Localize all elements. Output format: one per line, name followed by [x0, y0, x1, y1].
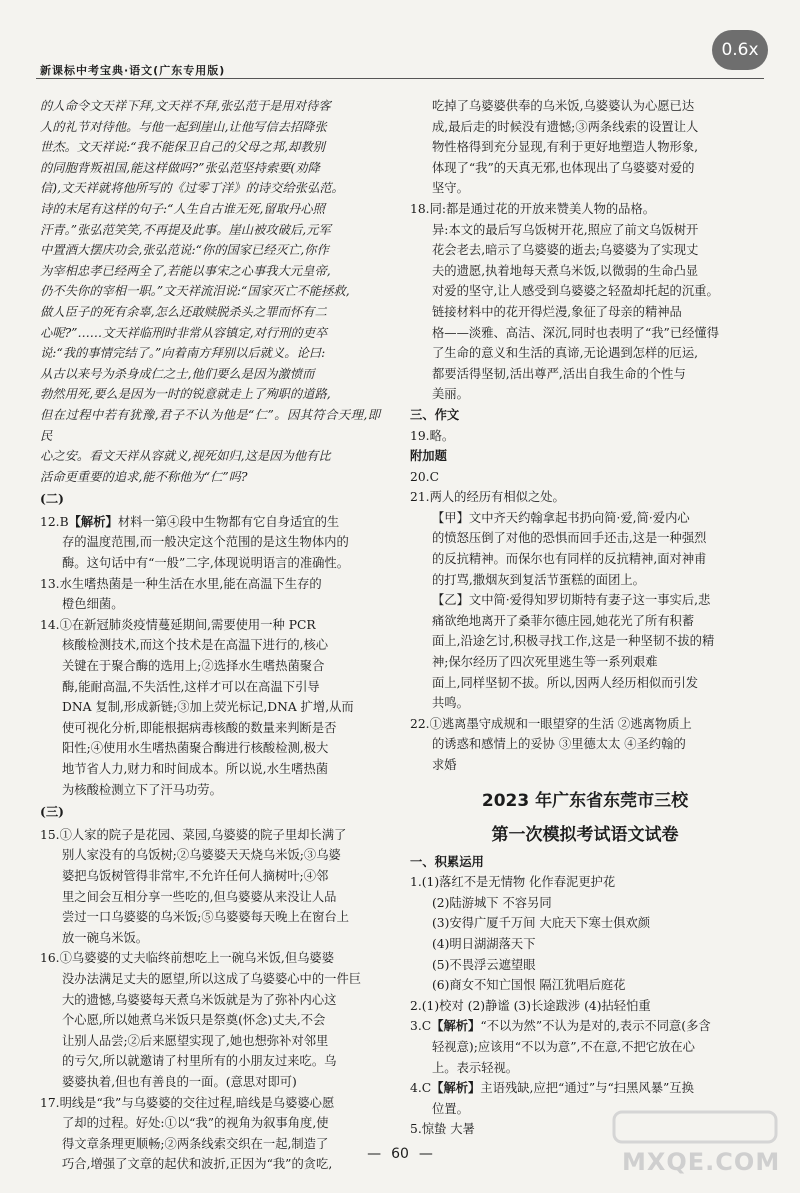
- answer-text: ①乌婆婆的丈夫临终前想吃上一碗乌米饭,但乌婆婆: [59, 951, 335, 966]
- answer-line: 得文章条理更顺畅;②两条线索交织在一起,制造了: [62, 1136, 329, 1151]
- answer-text: 惊蛰 大暑: [421, 1122, 475, 1137]
- answer-19: [410, 426, 760, 447]
- answer-line: 酶,能耐高温,不失活性,这样才可以在高温下引导: [62, 679, 320, 694]
- answer-line: 让别人品尝;②后来愿望实现了,她也想弥补对邻里: [62, 1033, 329, 1048]
- answer-letter: C: [421, 1019, 432, 1034]
- answer-line: 没办法满足丈夫的愿望,所以这成了乌婆婆心中的一件巨: [62, 971, 362, 986]
- answer-line: 的亏欠,所以就邀请了村里所有的小朋友过来吃。乌: [62, 1054, 337, 1069]
- answer-line: 夫的遗愿,执着地每天煮乌米饭,以微弱的生命凸显: [432, 263, 699, 278]
- answer-line: 美丽。: [432, 387, 469, 402]
- question-number: 15.: [40, 827, 60, 842]
- answer-line: 橙色细菌。: [62, 597, 124, 612]
- answer-line: 【乙】文中简·爱得知罗切斯特有妻子这一事实后,悲: [432, 593, 711, 608]
- question-number: 14.: [40, 617, 60, 632]
- passage-line: 心之安。看文天祥从容就义,视死如归,这是因为他有比: [40, 449, 331, 464]
- answer-line: 巧合,增强了文章的起伏和波折,正因为“我”的贪吃,: [62, 1157, 333, 1172]
- answer-line: 体现了“我”的天真无邪,也体现出了乌婆婆对爱的: [432, 160, 695, 175]
- answer-first-line: [410, 714, 760, 735]
- answer-line: 存的温度范围,而一般决定这个范围的是这生物体内的: [62, 535, 349, 550]
- answer-line: 的反抗精神。而保尔也有同样的反抗精神,面对神甫: [432, 552, 707, 567]
- question-number: 18.: [410, 201, 430, 216]
- answer-line: 神;保尔经历了四次死里逃生等一系列艰难: [432, 655, 658, 670]
- analysis-tag: 【解析】: [431, 1018, 481, 1034]
- answer-17-cont: [410, 96, 760, 199]
- passage-line: 人的礼节对待他。与他一起到崖山,让他写信去招降张: [40, 119, 327, 134]
- question-number: 13.: [40, 576, 60, 591]
- answer-line: 酶。这句话中有“一般”二字,体现说明语言的准确性。: [62, 556, 350, 571]
- answer-line: 面上,沿途乞讨,积极寻找工作,这是一种坚韧不拔的精: [432, 634, 715, 649]
- answer-line: 痛欲绝地离开了桑菲尔德庄园,她花光了所有积蓄: [432, 613, 695, 628]
- answer-letter: C: [421, 1081, 432, 1096]
- answer-line: 吃掉了乌婆婆供奉的乌米饭,乌婆婆认为心愿已达: [432, 99, 695, 113]
- question-number: 20.: [410, 469, 430, 484]
- answer-line: 求婚: [432, 758, 457, 772]
- passage-line: 勃然用死,要么是因为一时的锐意就走上了殉职的道路,: [40, 387, 331, 402]
- passage-line: 但在过程中若有犹豫,君子不认为他是“仁”。因其符合天理,即民: [40, 407, 380, 443]
- answer-12-cont: [40, 532, 380, 573]
- question-number: 5.: [410, 1122, 422, 1137]
- answer-text: 明线是“我”与乌婆婆的交往过程,暗线是乌婆婆心愿: [59, 1095, 335, 1110]
- passage-line: 为宰相忠孝已经两全了,若能以事宋之心事我大元皇帝,: [40, 263, 331, 278]
- section-heading-extra: 附加题: [410, 448, 447, 464]
- passage-line: 做人臣子的死有余辜,怎么还敢赎脱杀头之罪而怀有二: [40, 304, 327, 319]
- answer-line: 花会老去,暗示了乌婆婆的逝去;乌婆婆为了实现丈: [432, 243, 699, 258]
- question-number: 1.: [410, 875, 422, 890]
- answer-line: 地节省人力,财力和时间成本。所以说,水生嗜热菌: [62, 762, 329, 776]
- question-number: 12.: [40, 514, 60, 529]
- analysis-tag: 【解析】: [431, 1080, 481, 1096]
- passage-line: 从古以来号为杀身成仁之士,他们要么是因为激愤而: [40, 366, 315, 381]
- passage-line: 说:“我的事情完结了。”向着南方拜别以后就义。论曰:: [40, 346, 326, 361]
- answer-22: [410, 714, 760, 776]
- answer-line: 尝过一口乌婆婆的乌米饭;⑤乌婆婆每天晚上在窗台上: [62, 910, 349, 925]
- passage-line: 的同胞背叛祖国,能这样做吗?”张弘范坚持索要(劝降: [40, 160, 320, 175]
- passage-line: 心呢?”……文天祥临刑时非常从容镇定,对行刑的吏卒: [40, 325, 328, 340]
- right-column: [410, 96, 760, 1140]
- passage-line: 信),文天祥就将他所写的《过零丁洋》的诗交给张弘范。: [40, 181, 344, 196]
- header-rule: [36, 78, 764, 79]
- passage-line: 的人命令文天祥下拜,文天祥不拜,张弘范于是用对待客: [40, 99, 331, 113]
- zoom-level-badge[interactable]: 0.6x: [712, 30, 768, 70]
- passage-line: 诗的末尾有这样的句子:“人生自古谁无死,留取丹心照: [40, 201, 325, 216]
- passage-line: 世杰。文天祥说:“我不能保卫自己的父母之邦,却教别: [40, 140, 325, 155]
- exam-title-line1: 2023 年广东省东莞市三校: [481, 790, 689, 811]
- answer-first-line: [40, 574, 380, 595]
- answer-line: 婆婆执着,但也有善良的一面。(意思对即可): [62, 1074, 297, 1089]
- answer-14: [40, 615, 380, 800]
- section-heading-2: (二): [40, 491, 64, 507]
- answer-text: 主语残缺,应把“通过”与“扫黑风暴”互换: [480, 1081, 694, 1096]
- answer-first-line: [410, 872, 760, 893]
- answer-text: 略。: [429, 428, 455, 443]
- answer-line: 位置。: [432, 1101, 469, 1116]
- watermark-text: MXQE.COM: [622, 1148, 781, 1176]
- question-number: 16.: [40, 951, 60, 966]
- answer-line: 物性格得到充分显现,有利于更好地塑造人物形象,: [432, 140, 699, 155]
- answer-line: 放一碗乌米饭。: [62, 930, 149, 945]
- answer-line: 链接材料中的花开得烂漫,象征了母亲的精神品: [432, 304, 682, 319]
- answer-21: [410, 487, 760, 714]
- answer-line: 为核酸检测立下了汗马功劳。: [62, 782, 222, 797]
- answer-12: [40, 512, 380, 533]
- answer-line: 上。表示轻视。: [432, 1060, 519, 1075]
- page-number: — 60 —: [0, 1146, 800, 1162]
- answer-text: “不以为然”不认为是对的,表示不同意(多含: [480, 1019, 711, 1034]
- answer-line: 的诱惑和感情上的妥协 ③里德太太 ④圣约翰的: [432, 737, 686, 752]
- answer-first-line: [40, 948, 380, 969]
- answer-first-line: [410, 487, 760, 508]
- answer-line: 别人家没有的乌饭树;②乌婆婆天天烧乌米饭;③乌婆: [62, 848, 341, 863]
- answer-text: 同:都是通过花的开放来赞美人物的品格。: [429, 201, 656, 216]
- question-number: 22.: [410, 716, 430, 731]
- answer-line: 的打骂,撒烟灰到复活节蛋糕的面团上。: [432, 572, 645, 587]
- answer-letter: B: [59, 514, 69, 529]
- exam-title-line2: 第一次模拟考试语文试卷: [491, 824, 679, 845]
- answer-line: (4)明日湖湖落天下: [432, 936, 536, 951]
- answer-3: [410, 1016, 760, 1037]
- answer-text: ①在新冠肺炎疫情蔓延期间,需要使用一种 PCR: [59, 617, 316, 632]
- answer-line: 大的遗憾,乌婆婆每天煮乌米饭就是为了弥补内心这: [62, 992, 337, 1007]
- answer-text: 两人的经历有相似之处。: [429, 490, 565, 505]
- translation-passage: [40, 96, 380, 487]
- answer-15: [40, 825, 380, 949]
- answer-line: (5)不畏浮云遮望眼: [432, 957, 536, 972]
- answer-line: 核酸检测技术,而这个技术是在高温下进行的,核心: [62, 638, 329, 653]
- answer-17: [40, 1093, 380, 1175]
- passage-line: 中置酒大摆庆功会,张弘范说:“你的国家已经灭亡,你作: [40, 243, 329, 258]
- answer-line: 异:本文的最后写乌饭树开花,照应了前文乌饭树开: [432, 222, 699, 237]
- answer-line: 个心愿,所以她煮乌米饭只是祭奠(怀念)丈夫,不会: [62, 1013, 326, 1028]
- answer-line: 轻视意);应该用“不以为意”,不在意,不把它放在心: [432, 1039, 695, 1054]
- question-number: 3.: [410, 1019, 422, 1034]
- answer-line: 都要活得坚韧,活出尊严,活出自我生命的个性与: [432, 366, 686, 381]
- question-number: 4.: [410, 1081, 422, 1096]
- answer-4: [410, 1078, 760, 1099]
- answer-line: 了却的过程。好处:①以“我”的视角为叙事角度,使: [62, 1116, 329, 1131]
- answer-line: 阳性;④使用水生嗜热菌聚合酶进行核酸检测,极大: [62, 741, 329, 756]
- left-column: [40, 96, 380, 1175]
- passage-line: 仍不失你的宰相一职。”文天祥流泪说:“国家灭亡不能拯救,: [40, 284, 350, 299]
- answer-line: (2)陆游城下 不容另同: [432, 895, 552, 910]
- passage-line: 汗青。”张弘范笑笑,不再提及此事。崖山被攻破后,元军: [40, 222, 331, 237]
- answer-20: [410, 467, 760, 488]
- answer-2: [410, 996, 760, 1017]
- answer-first-line: [40, 825, 380, 846]
- question-number: 21.: [410, 490, 430, 505]
- answer-first-line: [40, 615, 380, 636]
- section-heading-composition: 三、作文: [410, 406, 460, 422]
- answer-line: 成,最后走的时候没有遗憾;③两条线索的设置让人: [432, 119, 699, 134]
- answer-text: C: [429, 469, 439, 484]
- answer-13: [40, 574, 380, 615]
- answer-line: 坚守。: [432, 181, 469, 196]
- answer-line: 的愤怒压倒了对他的恐惧而回手还击,这是一种强烈: [432, 531, 707, 546]
- answer-line: 【甲】文中齐天约翰拿起书扔向简·爱,简·爱内心: [432, 510, 690, 525]
- section-heading-accumulation: 一、积累运用: [410, 853, 484, 869]
- question-number: 19.: [410, 428, 430, 443]
- answer-line: 婆把乌饭树管得非常牢,不允许任何人摘树叶;④邻: [62, 868, 329, 883]
- analysis-tag: 【解析】: [68, 513, 118, 529]
- answer-text: (1)校对 (2)静谧 (3)长途跋涉 (4)拈轻怕重: [421, 998, 651, 1013]
- answer-text: ①人家的院子是花园、菜园,乌婆婆的院子里却长满了: [59, 827, 347, 842]
- answer-text: ①逃离墨守成规和一眼望穿的生活 ②逃离物质上: [429, 716, 692, 731]
- answer-line: 关键在于聚合酶的选用上;②选择水生嗜热菌聚合: [62, 659, 325, 674]
- section-heading-3: (三): [40, 804, 64, 820]
- answer-line: 面上,同样坚韧不拔。所以,因两人经历相似而引发: [432, 675, 699, 690]
- question-number: 2.: [410, 998, 422, 1013]
- answer-line: 共鸣。: [432, 696, 469, 711]
- answer-16: [40, 948, 380, 1092]
- answer-1: [410, 872, 760, 996]
- answer-line: (6)商女不知亡国恨 隔江犹唱后庭花: [432, 978, 626, 993]
- answer-first-line: [40, 1093, 380, 1114]
- running-header: 新课标中考宝典·语文(广东专用版): [40, 64, 226, 77]
- answer-18: [410, 199, 760, 405]
- answer-line: 格——淡雅、高洁、深沉,同时也表明了“我”已经懂得: [432, 325, 720, 340]
- answer-line: 对爱的坚守,让人感受到乌婆婆之轻盈却托起的沉重。: [432, 284, 719, 299]
- answer-line: 了生命的意义和生活的真谛,无论遇到怎样的厄运,: [432, 346, 699, 361]
- answer-first-line: [410, 199, 760, 220]
- answer-text: (1)落红不是无情物 化作春泥更护花: [421, 875, 616, 890]
- passage-line: 活命更重要的追求,能不称他为“仁”吗?: [40, 469, 248, 484]
- answer-text: 材料一第④段中生物都有它自身适宜的生: [117, 514, 340, 529]
- answer-3-cont: [410, 1037, 760, 1078]
- question-number: 17.: [40, 1095, 60, 1110]
- answer-text: 水生嗜热菌是一种生活在水里,能在高温下生存的: [59, 576, 322, 591]
- answer-line: DNA 复制,形成新链;③加上荧光标记,DNA 扩增,从而: [62, 700, 354, 715]
- answer-line: 使可视化分析,即能根据病毒核酸的数量来判断是否: [62, 720, 337, 735]
- answer-line: 里之间会互相分享一些吃的,但乌婆婆从来没让人品: [62, 889, 337, 904]
- answer-line: (3)安得广厦千万间 大庇天下寒士俱欢颜: [432, 916, 651, 931]
